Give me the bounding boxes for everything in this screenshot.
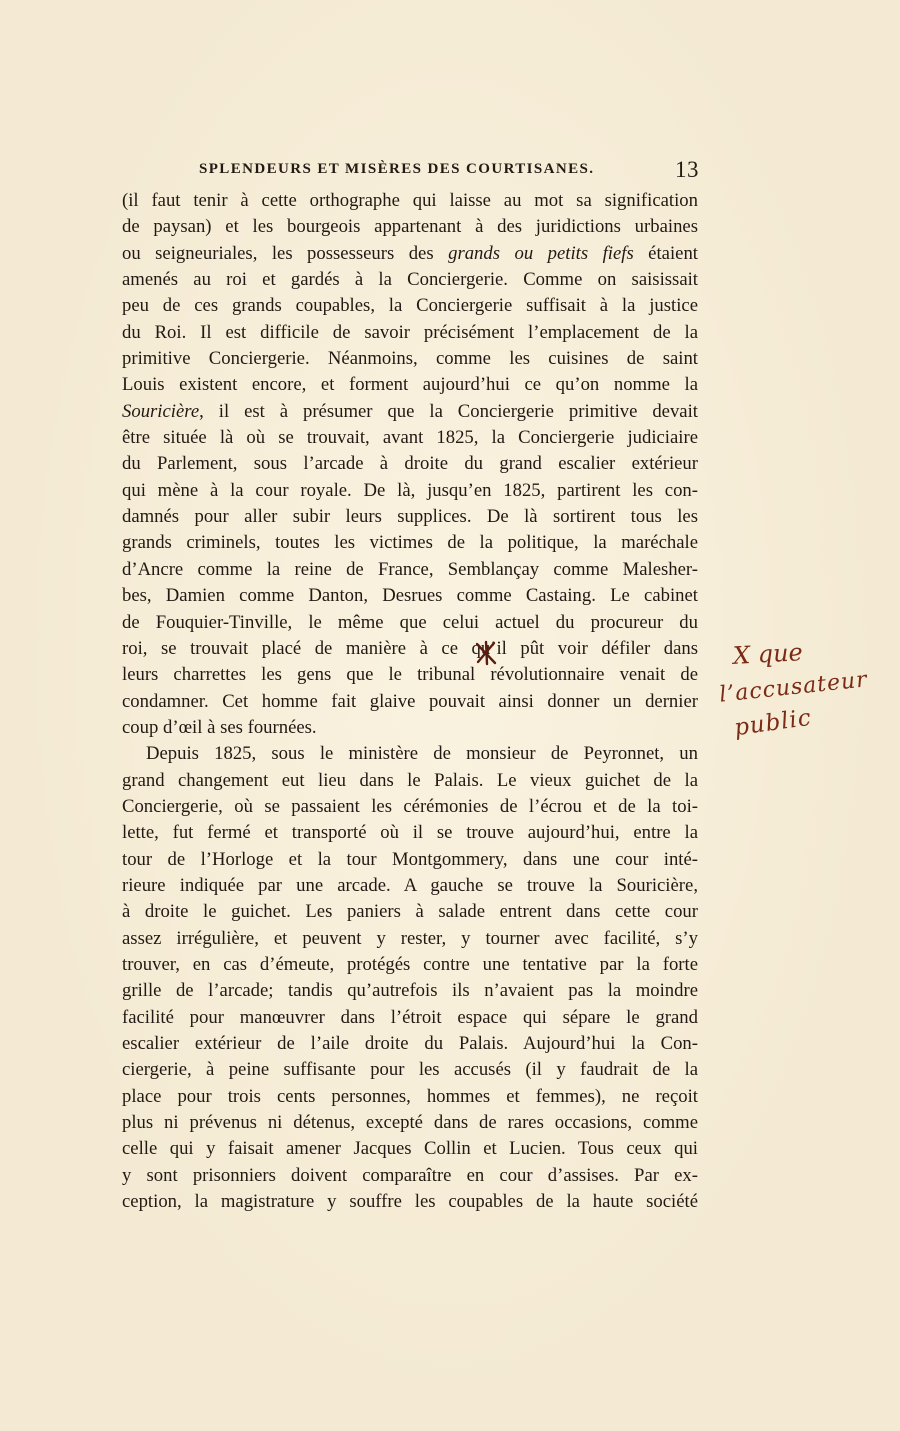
text-line: primitive Conciergerie. Néanmoins, comme les cuisines de saint <box>122 348 698 370</box>
text-line: lette, fut fermé et transporté où il se trouve aujourd’hui, entre la <box>122 822 698 844</box>
running-title: SPLENDEURS ET MISÈRES DES COURTISANES. <box>199 161 595 177</box>
margin-note-line: X que <box>732 638 804 670</box>
text-line: grands criminels, toutes les victimes de la politique, la maréchale <box>122 532 698 554</box>
text-line: celle qui y faisait amener Jacques Collin et Lucien. Tous ceux qui <box>122 1138 698 1160</box>
text-line: amenés au roi et gardés à la Conciergerie. Comme on saisissait <box>122 269 698 291</box>
text-line: leurs charrettes les gens que le tribunal révolutionnaire venait de <box>122 664 698 686</box>
text-line: trouver, en cas d’émeute, protégés contre une tentative par la forte <box>122 953 698 975</box>
text-line: être située là où se trouvait, avant 1825, la Conciergerie judiciaire <box>122 427 698 449</box>
text-line: damnés pour aller subir leurs supplices. De là sortirent tous les <box>122 506 698 528</box>
margin-note-line: public <box>732 704 814 742</box>
text-segment: , il est à présumer que la Conciergerie primitive devait <box>199 400 698 422</box>
text-segment: ou seigneuriales, les possesseurs des <box>122 242 449 264</box>
text-line: de paysan) et les bourgeois appartenant à des juridictions urbaines <box>122 216 698 238</box>
text-line: roi, se trouvait placé de manière à ce qu’il pût voir défiler dans <box>122 637 698 659</box>
text-line: du Roi. Il est difficile de savoir précisément l’emplacement de la <box>122 321 698 343</box>
text-line: du Parlement, sous l’arcade à droite du grand escalier extérieur <box>122 453 698 475</box>
text-line: grille de l’arcade; tandis qu’autrefois ils n’avaient pas la moindre <box>122 980 698 1002</box>
text-line: rieure indiquée par une arcade. A gauche se trouve la Souricière, <box>122 874 698 896</box>
text-line <box>122 241 698 267</box>
italic-term: grands ou petits fiefs <box>448 242 634 264</box>
italic-term: Souricière <box>122 400 200 422</box>
body-text <box>122 188 698 1215</box>
text-line: place pour trois cents personnes, hommes et femmes), ne reçoit <box>122 1085 698 1107</box>
text-line: Louis existent encore, et forment aujourd’hui ce qu’on nomme la <box>122 374 698 396</box>
text-line: condamner. Cet homme fait glaive pouvait ainsi donner un dernier <box>122 690 698 712</box>
text-line: coup d’œil à ses fournées. <box>122 716 317 738</box>
text-line: assez irrégulière, et peuvent y rester, y tourner avec facilité, s’y <box>122 927 698 949</box>
page-number: 13 <box>675 157 699 182</box>
text-line: plus ni prévenus ni détenus, excepté dans de rares occasions, comme <box>122 1112 698 1134</box>
text-line: qui mène à la cour royale. De là, jusqu’en 1825, partirent les con- <box>122 479 698 501</box>
text-line: à droite le guichet. Les paniers à salade entrent dans cette cour <box>122 901 698 923</box>
text-line: facilité pour manœuvrer dans l’étroit espace qui sépare le grand <box>122 1006 698 1028</box>
text-line: peu de ces grands coupables, la Conciergerie suffisait à la justice <box>122 295 698 317</box>
text-segment: étaient <box>633 242 698 264</box>
text-line: ciergerie, à peine suffisante pour les accusés (il y faudrait de la <box>122 1059 698 1081</box>
text-line: ception, la magistrature y souffre les coupables de la haute société <box>122 1191 698 1213</box>
text-line: grand changement eut lieu dans le Palais. Le vieux guichet de la <box>122 769 698 791</box>
text-line: d’Ancre comme la reine de France, Semblançay comme Malesher- <box>122 558 698 580</box>
text-line <box>122 399 698 425</box>
handwritten-correction-mark <box>474 640 498 666</box>
text-line: (il faut tenir à cette orthographe qui laisse au mot sa signification <box>122 190 698 211</box>
text-line: y sont prisonniers doivent comparaître en cour d’assises. Par ex- <box>122 1164 698 1186</box>
text-line: Depuis 1825, sous le ministère de monsieur de Peyronnet, un <box>146 743 698 765</box>
text-line: tour de l’Horloge et la tour Montgommery, dans une cour inté- <box>122 848 698 870</box>
text-line: bes, Damien comme Danton, Desrues comme Castaing. Le cabinet <box>122 585 698 607</box>
text-line: escalier extérieur de l’aile droite du Palais. Aujourd’hui la Con- <box>122 1033 698 1054</box>
text-line: Conciergerie, où se passaient les cérémonies de l’écrou et de la toi- <box>122 795 698 817</box>
text-line: de Fouquier-Tinville, le même que celui actuel du procureur du <box>122 611 698 633</box>
page-header <box>199 157 699 185</box>
margin-note-line: l’accusateur <box>718 667 869 708</box>
